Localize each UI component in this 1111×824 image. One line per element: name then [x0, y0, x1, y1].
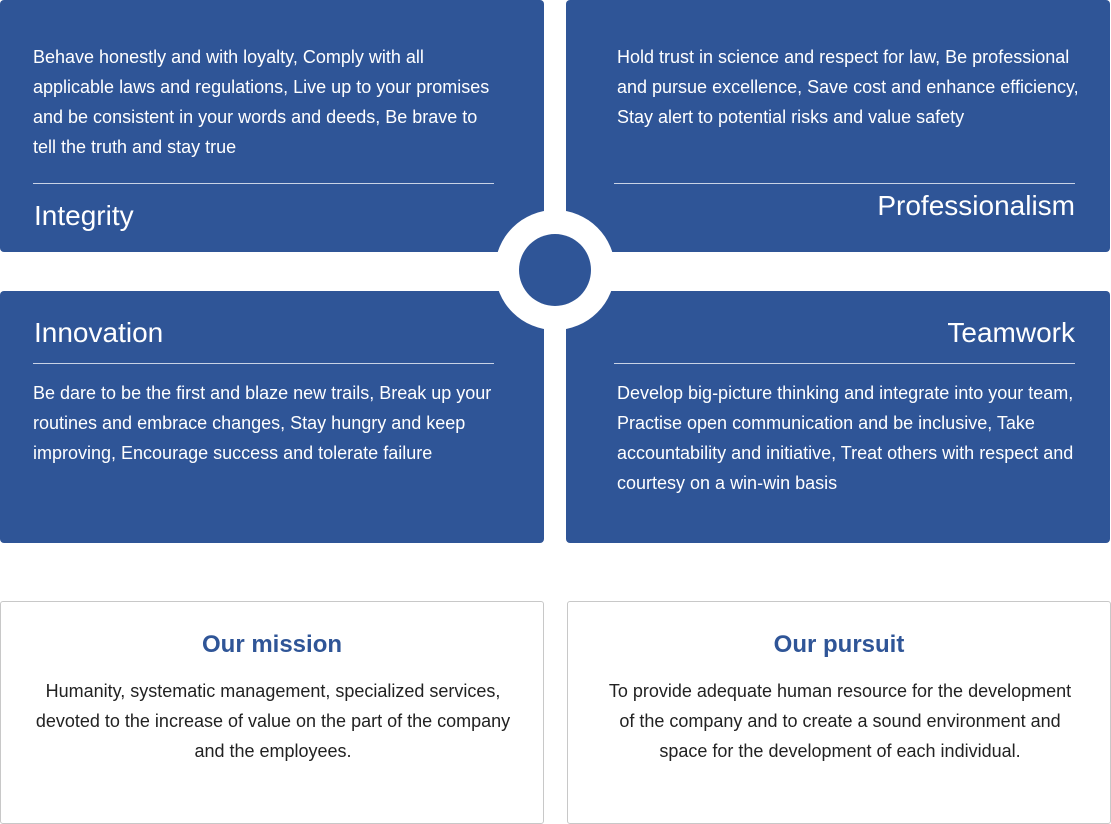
teamwork-title: Teamwork [947, 317, 1075, 348]
integrity-description: Behave honestly and with loyalty, Comply with all applicable laws and regulations, Live up to your promises and be consistent in your words and deeds, Be brave to tell the truth and stay true [33, 47, 490, 157]
value-card-integrity [0, 0, 544, 252]
value-card-teamwork [566, 291, 1110, 543]
innovation-divider [33, 363, 494, 364]
integrity-title: Integrity [34, 200, 134, 231]
innovation-title: Innovation [34, 317, 164, 348]
teamwork-divider [614, 363, 1075, 364]
mission-box [0, 601, 544, 824]
pursuit-text: To provide adequate human resource for the development of the company and to create a sound environment and space for the development of each individual. [608, 681, 1072, 761]
center-dot-decoration [519, 234, 591, 306]
value-card-innovation [0, 291, 544, 543]
professionalism-divider [614, 183, 1075, 184]
pursuit-box [567, 601, 1111, 824]
center-ring-decoration [495, 210, 615, 330]
mission-title: Our mission [201, 631, 343, 658]
professionalism-description: Hold trust in science and respect for law, Be professional and pursue excellence, Save cost and enhance efficiency, Stay alert to potential risks and value safety [617, 47, 1079, 127]
professionalism-title: Professionalism [877, 190, 1075, 221]
teamwork-description: Develop big-picture thinking and integrate into your team, Practise open communication and be inclusive, Take accountability and initiative, Treat others with respect and courtesy on a win-win basis [617, 383, 1074, 493]
value-card-professionalism [566, 0, 1110, 252]
integrity-divider [33, 183, 494, 184]
pursuit-title: Our pursuit [773, 631, 905, 658]
mission-text: Humanity, systematic management, specialized services, devoted to the increase of value on the part of the company and the employees. [35, 681, 511, 761]
innovation-description: Be dare to be the first and blaze new trails, Break up your routines and embrace changes, Stay hungry and keep improving, Encourage success and tolerate failure [33, 383, 492, 463]
